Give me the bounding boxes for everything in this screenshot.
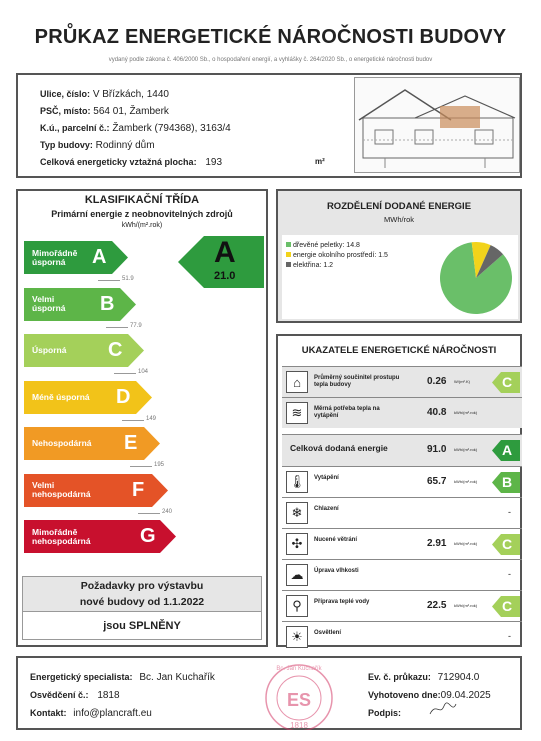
indicator-name: Nucené větrání xyxy=(314,537,358,543)
snowflake-icon: ❄ xyxy=(286,502,308,524)
class-arrow-d xyxy=(24,381,152,414)
classification-title: KLASIFIKAČNÍ TŘÍDA xyxy=(84,194,200,206)
class-arrow-g xyxy=(24,520,176,553)
indicator-row xyxy=(282,466,522,497)
class-limit-line xyxy=(138,513,160,514)
indicator-name: Příprava teplé vody xyxy=(314,599,370,605)
specialist-row: Energetický specialista: Bc. Jan Kuchařík xyxy=(30,672,215,683)
indicator-row xyxy=(282,434,522,466)
indicator-name: Osvětlení xyxy=(314,630,342,636)
class-label: Úsporná xyxy=(32,345,67,355)
class-arrow-a xyxy=(24,241,128,274)
classification-panel xyxy=(16,189,268,647)
class-limit: 77.9 xyxy=(130,322,142,329)
requirement-result: jsou SPLNĚNY xyxy=(103,620,181,632)
current-class-value: 21.0 xyxy=(214,270,236,282)
distribution-panel xyxy=(276,189,522,323)
indicator-row xyxy=(282,397,522,428)
street-row: Ulice, číslo: V Břízkách, 1440 xyxy=(40,89,169,100)
footer-panel xyxy=(16,656,522,730)
signature xyxy=(428,700,458,718)
fan-icon: ✣ xyxy=(286,533,308,555)
indicator-row xyxy=(282,590,522,621)
lightbulb-icon: ☀ xyxy=(286,626,308,648)
indicator-value: 0.26 xyxy=(427,376,447,387)
indicator-row xyxy=(282,497,522,528)
class-limit-line xyxy=(122,420,144,421)
humidity-icon: ☁ xyxy=(286,564,308,586)
class-letter: C xyxy=(108,339,123,361)
indicator-unit: kWh/(m².rok) xyxy=(454,479,478,484)
page-subtitle: vydaný podle zákona č. 406/2000 Sb., o hospodaření energií, a vyhlášky č. 264/2020 Sb., o energetické náročnosti budov xyxy=(108,57,433,63)
legend-item: dřevěné peletky: 14.8 xyxy=(286,241,388,251)
class-limit: 51.9 xyxy=(122,276,134,282)
class-arrow-e xyxy=(24,427,160,460)
pie-legend xyxy=(286,241,388,271)
indicator-row xyxy=(282,621,522,652)
indicator-value: 2.91 xyxy=(427,538,447,549)
class-limit-line xyxy=(130,466,152,467)
indicator-row xyxy=(282,559,522,590)
current-class-indicator xyxy=(178,236,264,288)
indicator-unit: kWh/(m².rok) xyxy=(454,541,478,546)
type-row: Typ budovy: Rodinný dům xyxy=(40,140,155,151)
indicator-class-badge: C xyxy=(492,372,520,393)
class-letter: B xyxy=(100,292,115,315)
indicator-unit: kWh/(m².rok) xyxy=(454,410,478,415)
class-letter: G xyxy=(140,525,156,547)
indicator-name: Chlazení xyxy=(314,506,339,512)
requirement-result-box xyxy=(22,612,262,640)
indicator-value: 22.5 xyxy=(427,600,447,611)
ku-row: K.ú., parcelní č.: Žamberk (794368), 3163/4 xyxy=(40,123,231,134)
class-letter: D xyxy=(116,385,131,408)
indicator-row xyxy=(282,366,522,397)
indicator-unit: kWh/(m².rok) xyxy=(454,447,478,452)
stamp-letters: ES xyxy=(286,690,312,710)
distribution-unit: MWh/rok xyxy=(384,215,414,224)
cert-row: Osvědčení č.: 1818 xyxy=(30,690,120,701)
indicator-name: Úprava vlhkosti xyxy=(314,568,359,574)
indicator-name: Průměrný součinitel prostupu tepla budovy xyxy=(314,375,400,388)
indicator-unit: W/(m².K) xyxy=(454,379,470,384)
building-drawing xyxy=(354,77,520,173)
class-label: Velmi úsporná xyxy=(32,294,66,313)
indicator-dash: - xyxy=(508,569,511,579)
building-drawing-svg xyxy=(355,78,519,172)
indicator-name: Měrná potřeba tepla na vytápění xyxy=(314,406,380,419)
legend-item: energie okolního prostředí: 1.5 xyxy=(286,251,388,261)
current-class-letter: A xyxy=(214,236,236,269)
indicators-panel xyxy=(276,334,522,647)
distribution-title: ROZDĚLENÍ DODANÉ ENERGIE xyxy=(326,201,472,212)
stamp xyxy=(260,662,338,730)
class-label: Velmi nehospodárná xyxy=(32,480,91,499)
indicator-value: 65.7 xyxy=(427,476,447,487)
building-info-panel xyxy=(16,73,522,178)
indicator-row xyxy=(282,528,522,559)
class-limit-line xyxy=(98,280,120,281)
class-limit-line xyxy=(114,373,136,374)
class-letter: A xyxy=(92,246,107,268)
psc-row: PSČ, místo: 564 01, Žamberk xyxy=(40,106,169,117)
indicator-dash: - xyxy=(508,507,511,517)
class-limit-line xyxy=(106,327,128,328)
indicator-dash: - xyxy=(508,631,511,641)
area-row: Celková energeticky vztažná plocha: 193 m² xyxy=(40,157,325,168)
class-limit: 104 xyxy=(138,369,149,375)
class-arrow-f xyxy=(24,474,168,507)
classification-subtitle: Primární energie z neobnovitelných zdrojů xyxy=(51,209,233,219)
thermometer-icon: 🌡 xyxy=(286,471,308,493)
page-title: PRŮKAZ ENERGETICKÉ NÁROČNOSTI BUDOVY xyxy=(34,26,507,48)
sign-row: Podpis: xyxy=(368,708,401,718)
class-arrow-b xyxy=(24,288,136,321)
heat-demand-icon: ≋ xyxy=(286,402,308,424)
class-label: Nehospodárná xyxy=(32,438,92,448)
class-limit: 195 xyxy=(154,462,165,468)
distribution-chart-area xyxy=(282,235,518,319)
pie-chart xyxy=(436,238,516,318)
house-icon: ⌂ xyxy=(286,371,308,393)
class-limit: 240 xyxy=(162,508,173,515)
indicator-name: Vytápění xyxy=(314,475,339,481)
class-label: Méně úsporná xyxy=(32,391,90,402)
faucet-icon: ⚲ xyxy=(286,595,308,617)
indicator-value: 91.0 xyxy=(427,444,447,455)
indicator-unit: kWh/(m².rok) xyxy=(454,603,478,608)
stamp-number: 1818 xyxy=(290,721,308,730)
indicator-class-badge: B xyxy=(492,472,520,493)
indicators-title: UKAZATELE ENERGETICKÉ NÁROČNOSTI xyxy=(301,345,497,356)
ev-row: Ev. č. průkazu: 712904.0 xyxy=(368,672,480,683)
legend-item: elektřina: 1.2 xyxy=(286,261,388,271)
stamp-text: Bc. Jan Kuchařík xyxy=(276,666,322,672)
requirement-box: Požadavky pro výstavbu nové budovy od 1.1.2022 xyxy=(22,576,262,612)
indicator-class-badge: C xyxy=(492,534,520,555)
class-limit: 149 xyxy=(146,415,157,422)
indicator-class-badge: A xyxy=(492,440,520,461)
class-label: Mimořádně úsporná xyxy=(32,247,78,267)
indicator-value: 40.8 xyxy=(427,407,447,418)
class-letter: F xyxy=(132,478,145,501)
class-letter: E xyxy=(124,432,138,454)
contact-row: Kontakt: info@plancraft.eu xyxy=(30,708,152,719)
classification-unit: kWh/(m².rok) xyxy=(121,222,163,229)
indicator-class-badge: C xyxy=(492,596,520,617)
date-row: Vyhotoveno dne:09.04.2025 xyxy=(368,690,491,701)
indicator-name: Celková dodaná energie xyxy=(290,443,388,453)
class-arrow-c xyxy=(24,334,144,367)
class-label: Mimořádně nehospodárná xyxy=(32,526,91,546)
